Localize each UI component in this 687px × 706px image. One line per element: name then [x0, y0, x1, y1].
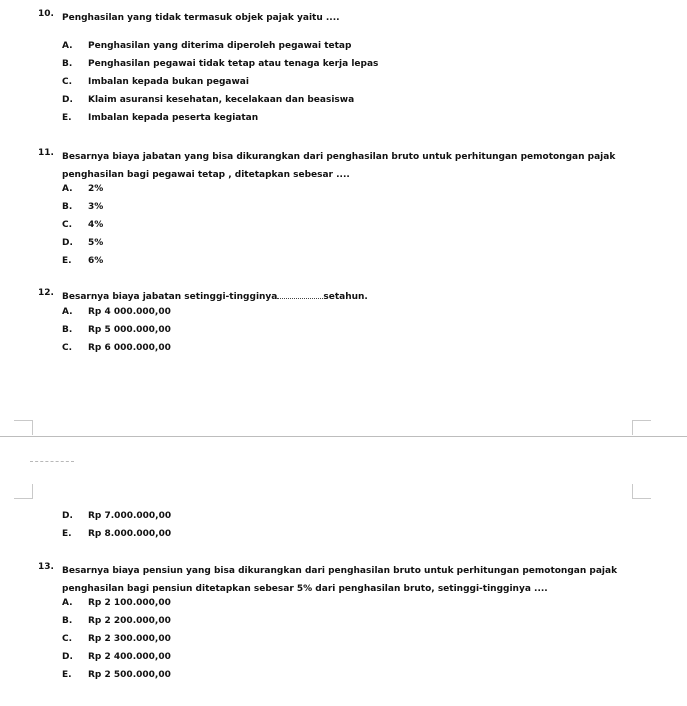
option-text: Imbalan kepada peserta kegiatan	[88, 113, 259, 123]
option-text: Rp 2 200.000,00	[88, 616, 171, 626]
option-10-b[interactable]	[0, 59, 687, 73]
option-letter: D.	[62, 652, 73, 662]
question-number: 11.	[38, 148, 54, 158]
option-letter: C.	[62, 634, 73, 644]
option-10-d[interactable]	[0, 95, 687, 109]
crop-mark-top-right	[632, 420, 651, 435]
option-11-d[interactable]	[0, 238, 687, 252]
option-letter: B.	[62, 616, 73, 626]
question-text: Penghasilan yang tidak termasuk objek pajak yaitu ....	[62, 13, 340, 23]
option-letter: E.	[62, 670, 72, 680]
bottom-page-edge	[0, 702, 687, 705]
option-12-c[interactable]	[0, 343, 687, 357]
question-text-before-blank: Besarnya biaya jabatan setinggi-tingginya	[62, 292, 278, 302]
option-text: Rp 2 100.000,00	[88, 598, 171, 608]
option-letter: B.	[62, 202, 73, 212]
option-12-a[interactable]	[0, 307, 687, 321]
question-text	[62, 288, 642, 306]
question-number: 13.	[38, 562, 54, 572]
option-letter: D.	[62, 95, 73, 105]
option-13-d[interactable]	[0, 652, 687, 666]
header-dash	[30, 461, 74, 462]
option-12-e[interactable]	[0, 529, 687, 543]
option-10-a[interactable]	[0, 41, 687, 55]
option-letter: D.	[62, 238, 73, 248]
option-letter: A.	[62, 41, 73, 51]
option-text: Rp 2 300.000,00	[88, 634, 171, 644]
option-text: Rp 6 000.000,00	[88, 343, 171, 353]
option-13-b[interactable]	[0, 616, 687, 630]
option-text: 3%	[88, 202, 104, 212]
option-letter: E.	[62, 113, 72, 123]
option-text: Rp 5 000.000,00	[88, 325, 171, 335]
option-13-a[interactable]	[0, 598, 687, 612]
option-text: Penghasilan yang diterima diperoleh pegawai tetap	[88, 41, 352, 51]
option-letter: A.	[62, 598, 73, 608]
option-10-e[interactable]	[0, 113, 687, 127]
option-11-e[interactable]	[0, 256, 687, 270]
option-11-b[interactable]	[0, 202, 687, 216]
option-text: 6%	[88, 256, 104, 266]
question-text: Besarnya biaya pensiun yang bisa dikurangkan dari penghasilan bruto untuk perhitungan pemotongan pajak penghasilan bagi pensiun ditetapkan sebesar 5% dari penghasilan bruto, setinggi-tingginya ....	[62, 566, 618, 594]
option-letter: C.	[62, 343, 73, 353]
page-break-line	[0, 436, 687, 437]
option-text: Penghasilan pegawai tidak tetap atau tenaga kerja lepas	[88, 59, 379, 69]
option-10-c[interactable]	[0, 77, 687, 91]
option-text: Imbalan kepada bukan pegawai	[88, 77, 249, 87]
question-text: Besarnya biaya jabatan yang bisa dikurangkan dari penghasilan bruto untuk perhitungan pemotongan pajak penghasilan bagi pegawai tetap , ditetapkan sebesar ....	[62, 152, 616, 180]
option-letter: B.	[62, 59, 73, 69]
option-letter: D.	[62, 511, 73, 521]
option-12-b[interactable]	[0, 325, 687, 339]
question-number: 12.	[38, 288, 54, 298]
option-13-e[interactable]	[0, 670, 687, 684]
option-letter: A.	[62, 184, 73, 194]
crop-mark-bottom-left	[14, 484, 33, 499]
option-letter: E.	[62, 256, 72, 266]
question-text-after-blank: setahun.	[323, 292, 368, 302]
crop-mark-top-left	[14, 420, 33, 435]
option-13-c[interactable]	[0, 634, 687, 648]
option-letter: C.	[62, 77, 73, 87]
option-text: 4%	[88, 220, 104, 230]
question-number: 10.	[38, 9, 54, 19]
option-11-c[interactable]	[0, 220, 687, 234]
option-11-a[interactable]	[0, 184, 687, 198]
answer-blank	[277, 290, 323, 299]
option-text: Rp 2 500.000,00	[88, 670, 171, 680]
option-12-d[interactable]	[0, 511, 687, 525]
option-letter: A.	[62, 307, 73, 317]
option-text: Rp 4 000.000,00	[88, 307, 171, 317]
option-text: Klaim asuransi kesehatan, kecelakaan dan beasiswa	[88, 95, 355, 105]
option-text: 2%	[88, 184, 104, 194]
option-text: Rp 7.000.000,00	[88, 511, 172, 521]
option-text: Rp 8.000.000,00	[88, 529, 172, 539]
option-letter: B.	[62, 325, 73, 335]
option-text: Rp 2 400.000,00	[88, 652, 171, 662]
crop-mark-bottom-right	[632, 484, 651, 499]
top-page-edge	[0, 0, 687, 3]
option-text: 5%	[88, 238, 104, 248]
option-letter: E.	[62, 529, 72, 539]
option-letter: C.	[62, 220, 73, 230]
